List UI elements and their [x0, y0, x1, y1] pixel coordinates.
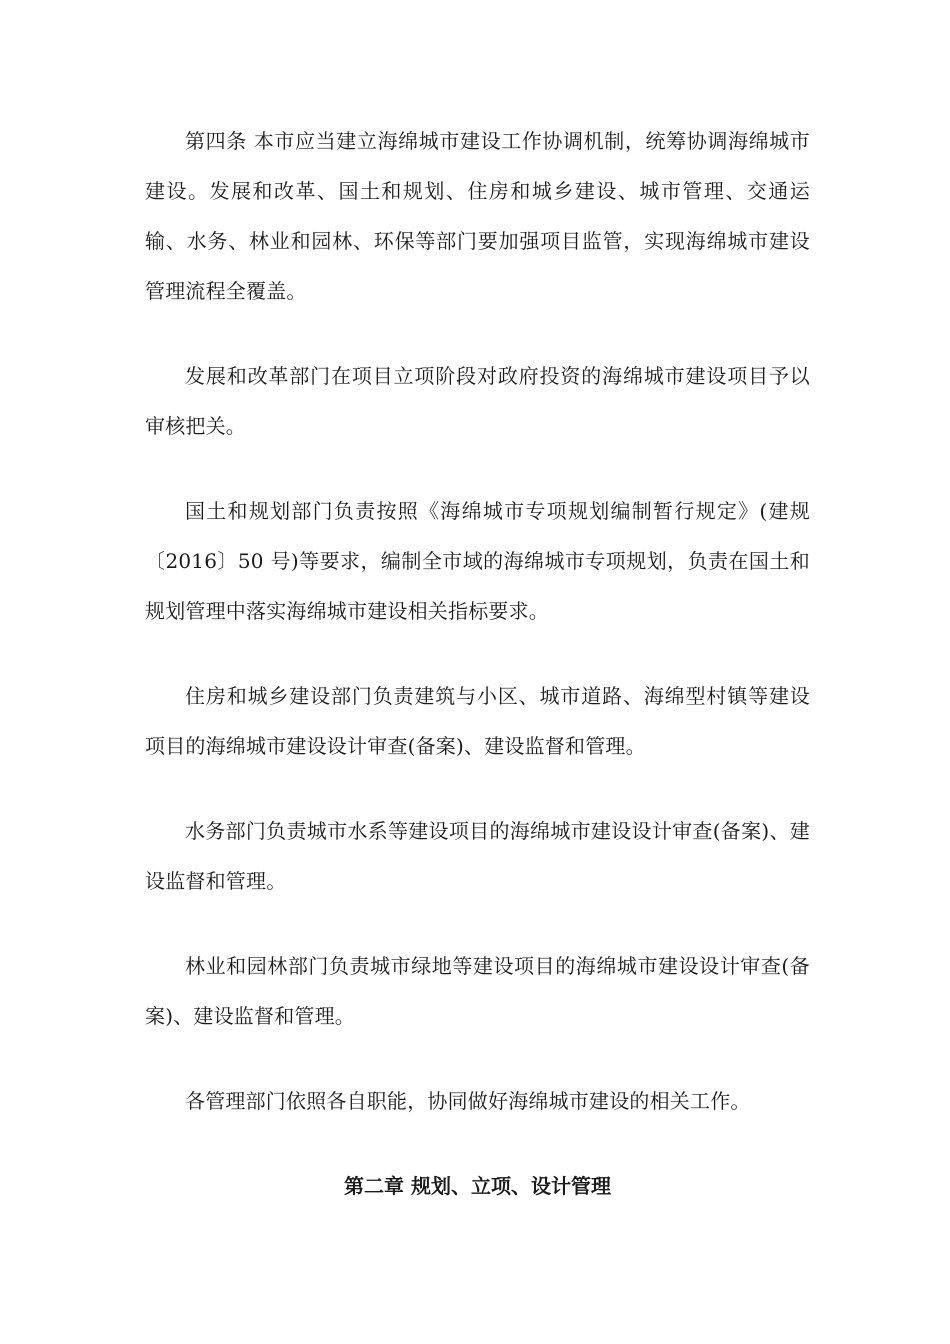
- document-page: [145, 116, 810, 1211]
- paragraph-development-reform: 发展和改革部门在项目立项阶段对政府投资的海绵城市建设项目予以审核把关。: [145, 364, 810, 438]
- paragraph-housing-construction: 住房和城乡建设部门负责建筑与小区、城市道路、海绵型村镇等建设项目的海绵城市建设设计审查(备案)、建设监督和管理。: [145, 684, 810, 758]
- paragraph-all-departments: 各管理部门依照各自职能，协同做好海绵城市建设的相关工作。: [185, 1089, 751, 1113]
- paragraph-water-affairs: 水务部门负责城市水系等建设项目的海绵城市建设设计审查(备案)、建设监督和管理。: [145, 819, 810, 893]
- paragraph-article-four: 第四条 本市应当建立海绵城市建设工作协调机制，统筹协调海绵城市建设。发展和改革、国土和规划、住房和城乡建设、城市管理、交通运输、水务、林业和园林、环保等部门要加强项目监管，实现海绵城市建设管理流程全覆盖。: [145, 129, 810, 303]
- paragraph-forestry-gardens: 林业和园林部门负责城市绿地等建设项目的海绵城市建设设计审查(备案)、建设监督和管理。: [145, 954, 810, 1028]
- chapter-heading: 第二章 规划、立项、设计管理: [344, 1174, 611, 1198]
- paragraph-land-planning: 国土和规划部门负责按照《海绵城市专项规划编制暂行规定》(建规〔2016〕50 号)等要求，编制全市域的海绵城市专项规划，负责在国土和规划管理中落实海绵城市建设相关指标要求。: [145, 499, 810, 623]
